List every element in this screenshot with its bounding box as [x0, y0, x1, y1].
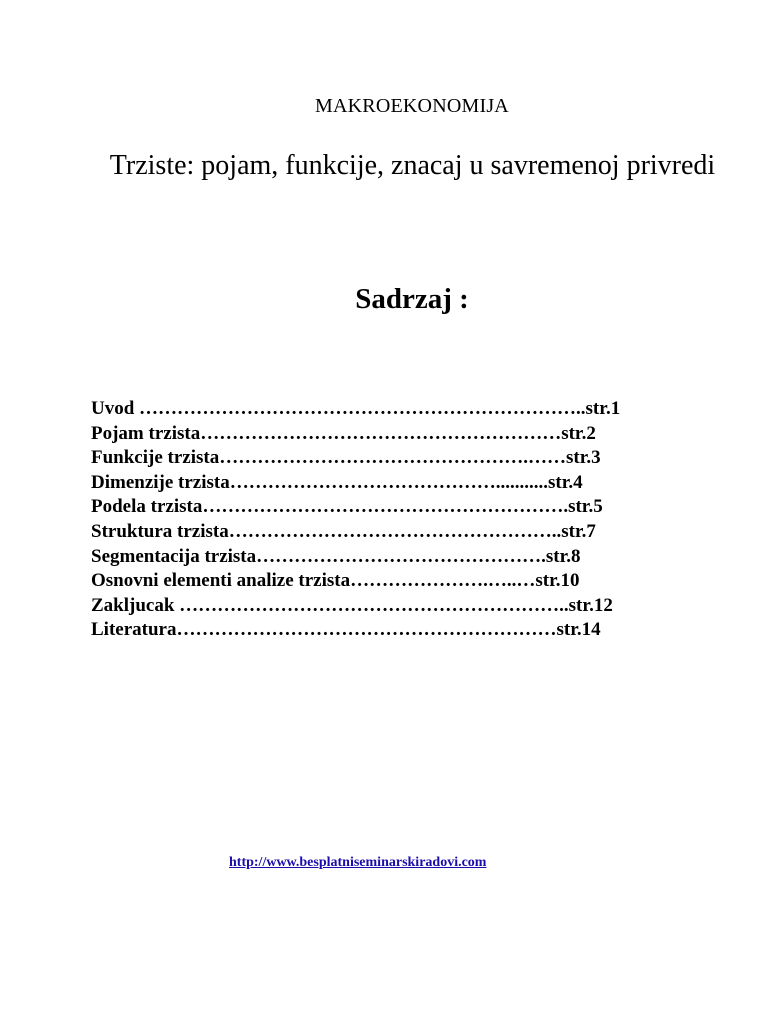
toc-entry-uvod: Uvod ……………………………………………………………..str.1	[91, 398, 621, 419]
toc-entry-zakljucak: Zakljucak ……………………………………………………..str.12	[91, 594, 613, 616]
toc-entry-podela-trzista: Podela trzista………………………………………………….str.5	[91, 496, 603, 518]
toc-heading: Sadrzaj :	[355, 283, 469, 315]
website-link[interactable]: http://www.besplatniseminarskiradovi.com	[229, 855, 487, 870]
toc-entry-literatura: Literatura……………………………………………………str.14	[91, 619, 601, 641]
table-of-contents	[91, 397, 620, 643]
toc-entry-osnovni-elementi: Osnovni elementi analize trzista………………….…..…str.10	[91, 570, 580, 592]
toc-entry-dimenzije-trzista: Dimenzije trzista……………………………………...........str.4	[91, 471, 583, 493]
toc-entry-pojam-trzista: Pojam trzista…………………………………………………str.2	[91, 422, 596, 444]
document-title: Trziste: pojam, funkcije, znacaj u savremenoj privredi	[109, 150, 716, 181]
toc-entry-funkcije-trzista: Funkcije trzista………………………………………….……str.3	[91, 447, 601, 469]
course-name: MAKROEKONOMIJA	[315, 95, 509, 117]
toc-entry-segmentacija-trzista: Segmentacija trzista……………………………………….str.8	[91, 545, 581, 567]
toc-entry-struktura-trzista: Struktura trzista……………………………………………..str.7	[91, 520, 596, 542]
